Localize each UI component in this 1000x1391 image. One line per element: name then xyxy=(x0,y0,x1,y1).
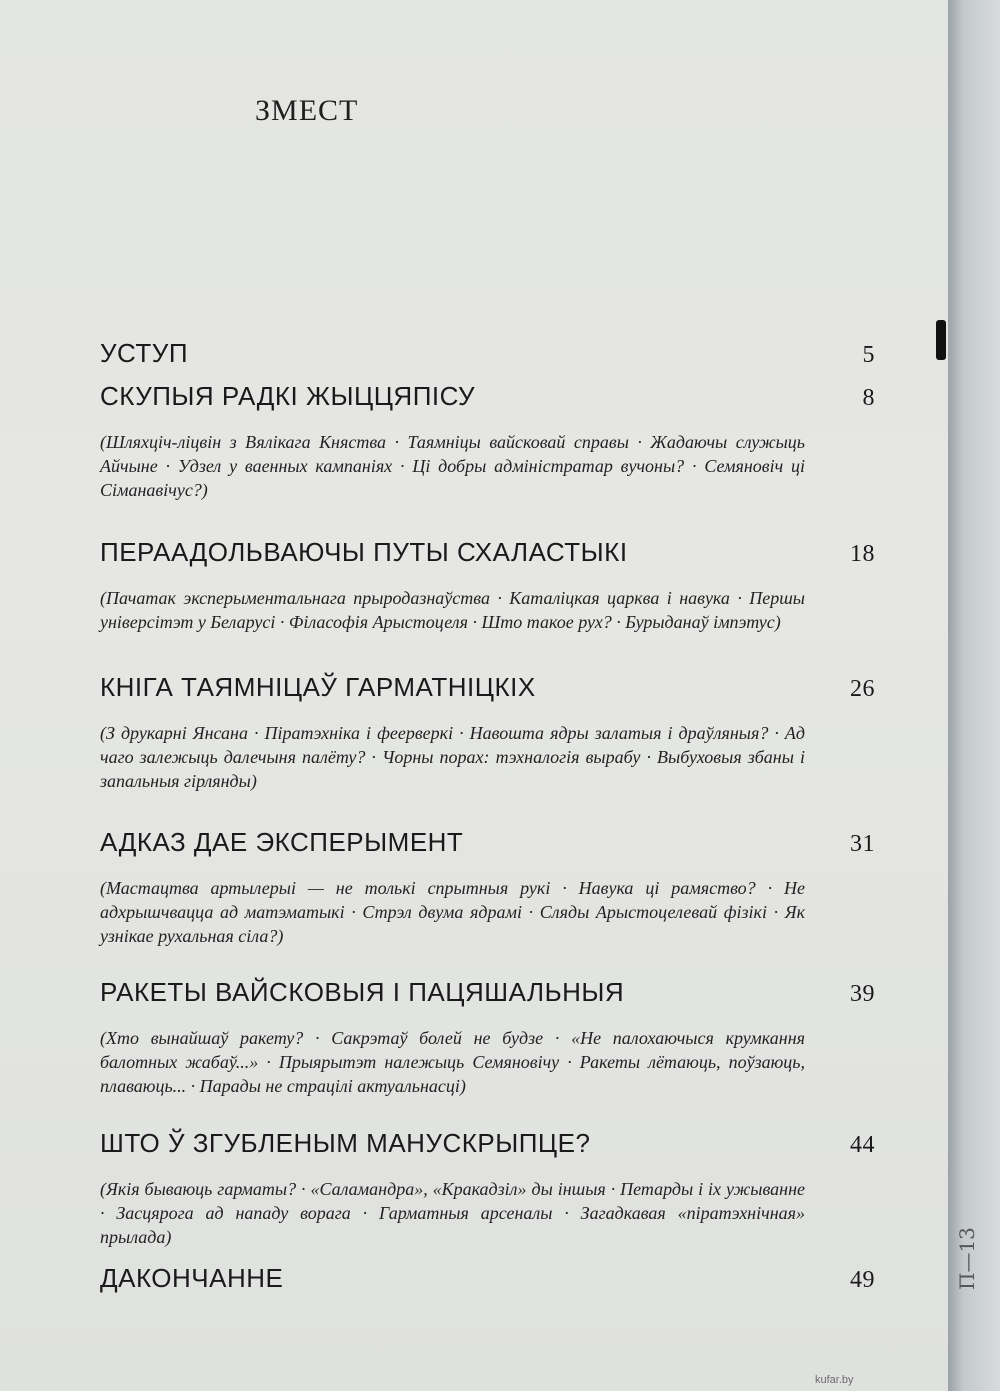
toc-entry xyxy=(100,1128,875,1249)
contents-heading: ЗМЕСТ xyxy=(255,94,359,127)
toc-entry xyxy=(100,672,875,793)
toc-entry-description: (З друкарні Янсана · Піратэхніка і феерверкі · Навошта ядры залатыя і драўляныя? · Ад чаго залежыць далечыня палёту? · Чорны порах: тэхналогія вырабу · Выбуховыя збаны і запальныя гірлянды) xyxy=(100,723,805,791)
toc-entry-page: 26 xyxy=(850,676,875,702)
toc-entry xyxy=(100,977,875,1098)
toc-entry-title: СКУПЫЯ РАДКІ ЖЫЦЦЯПІСУ xyxy=(100,381,476,411)
toc-entry-page: 8 xyxy=(862,385,875,411)
toc-entry-page: 31 xyxy=(850,831,875,857)
toc-entry-page: 5 xyxy=(862,342,875,368)
toc-entry-title: ПЕРААДОЛЬВАЮЧЫ ПУТЫ СХАЛАСТЫКІ xyxy=(100,537,628,567)
toc-entry-description: (Якія бываюць гарматы? · «Саламандра», «Кракадзіл» ды іншыя · Петарды і іх ужыванне · Засцярога ад нападу ворага · Гарматныя арсеналы · Загадкавая «піратэхнічная» прылада) xyxy=(100,1179,805,1247)
toc-entry-page: 49 xyxy=(850,1267,875,1293)
toc-entry xyxy=(100,1263,875,1294)
toc-entry-page: 39 xyxy=(850,981,875,1007)
toc-entry-description: (Пачатак эксперыментальнага прыродазнаўства · Каталіцкая царква і навука · Першы універсітэт у Беларусі · Філасофія Арыстоцеля · Што такое рух? · Бурыданаў імпэтус) xyxy=(100,588,805,632)
toc-entry xyxy=(100,381,875,502)
watermark: kufar.by xyxy=(815,1374,854,1386)
toc-entry-title: РАКЕТЫ ВАЙСКОВЫЯ І ПАЦЯШАЛЬНЫЯ xyxy=(100,977,625,1007)
toc-entry xyxy=(100,827,875,948)
toc-entry xyxy=(100,537,875,634)
toc-entry-title: КНІГА ТАЯМНІЦАЎ ГАРМАТНІЦКІХ xyxy=(100,672,536,702)
toc-entry-description: (Хто вынайшаў ракету? · Сакрэтаў болей не будзе · «Не палохаючыся крумкання балотных жабаў...» · Прыярытэт належыць Семяновічу · Ракеты лётаюць, поўзаюць, плаваюць... · Парады не страцілі актуальнасці) xyxy=(100,1028,805,1096)
toc-entry-page: 44 xyxy=(850,1132,875,1158)
edge-code xyxy=(955,1227,979,1290)
page-edge-mark xyxy=(936,320,946,360)
toc-entry-title: УСТУП xyxy=(100,338,189,368)
toc-entry-title: ШТО Ў ЗГУБЛЕНЫМ МАНУСКРЫПЦЕ? xyxy=(100,1128,591,1158)
toc-entry-page: 18 xyxy=(850,541,875,567)
toc-entry-title: АДКАЗ ДАЕ ЭКСПЕРЫМЕНТ xyxy=(100,827,464,857)
toc-entry xyxy=(100,338,875,369)
toc-entry-title: ДАКОНЧАННЕ xyxy=(100,1263,284,1293)
edge-code-text: П—13 xyxy=(955,1227,979,1290)
toc-entry-description: (Мастацтва артылерыі — не толькі спрытныя рукі · Навука ці рамяство? · Не адхрышчвацца ад матэматыкі · Стрэл двума ядрамі · Сляды Арыстоцелевай фізікі · Як узнікае рухальная сіла?) xyxy=(100,878,805,946)
toc-entry-description: (Шляхціч-ліцвін з Вялікага Княства · Таямніцы вайсковай справы · Жадаючы служыць Айчыне · Удзел у ваенных кампаніях · Ці добры адміністратар вучоны? · Семяновіч ці Сіманавічус?) xyxy=(100,432,805,500)
adjacent-page-edge xyxy=(948,0,1000,1391)
